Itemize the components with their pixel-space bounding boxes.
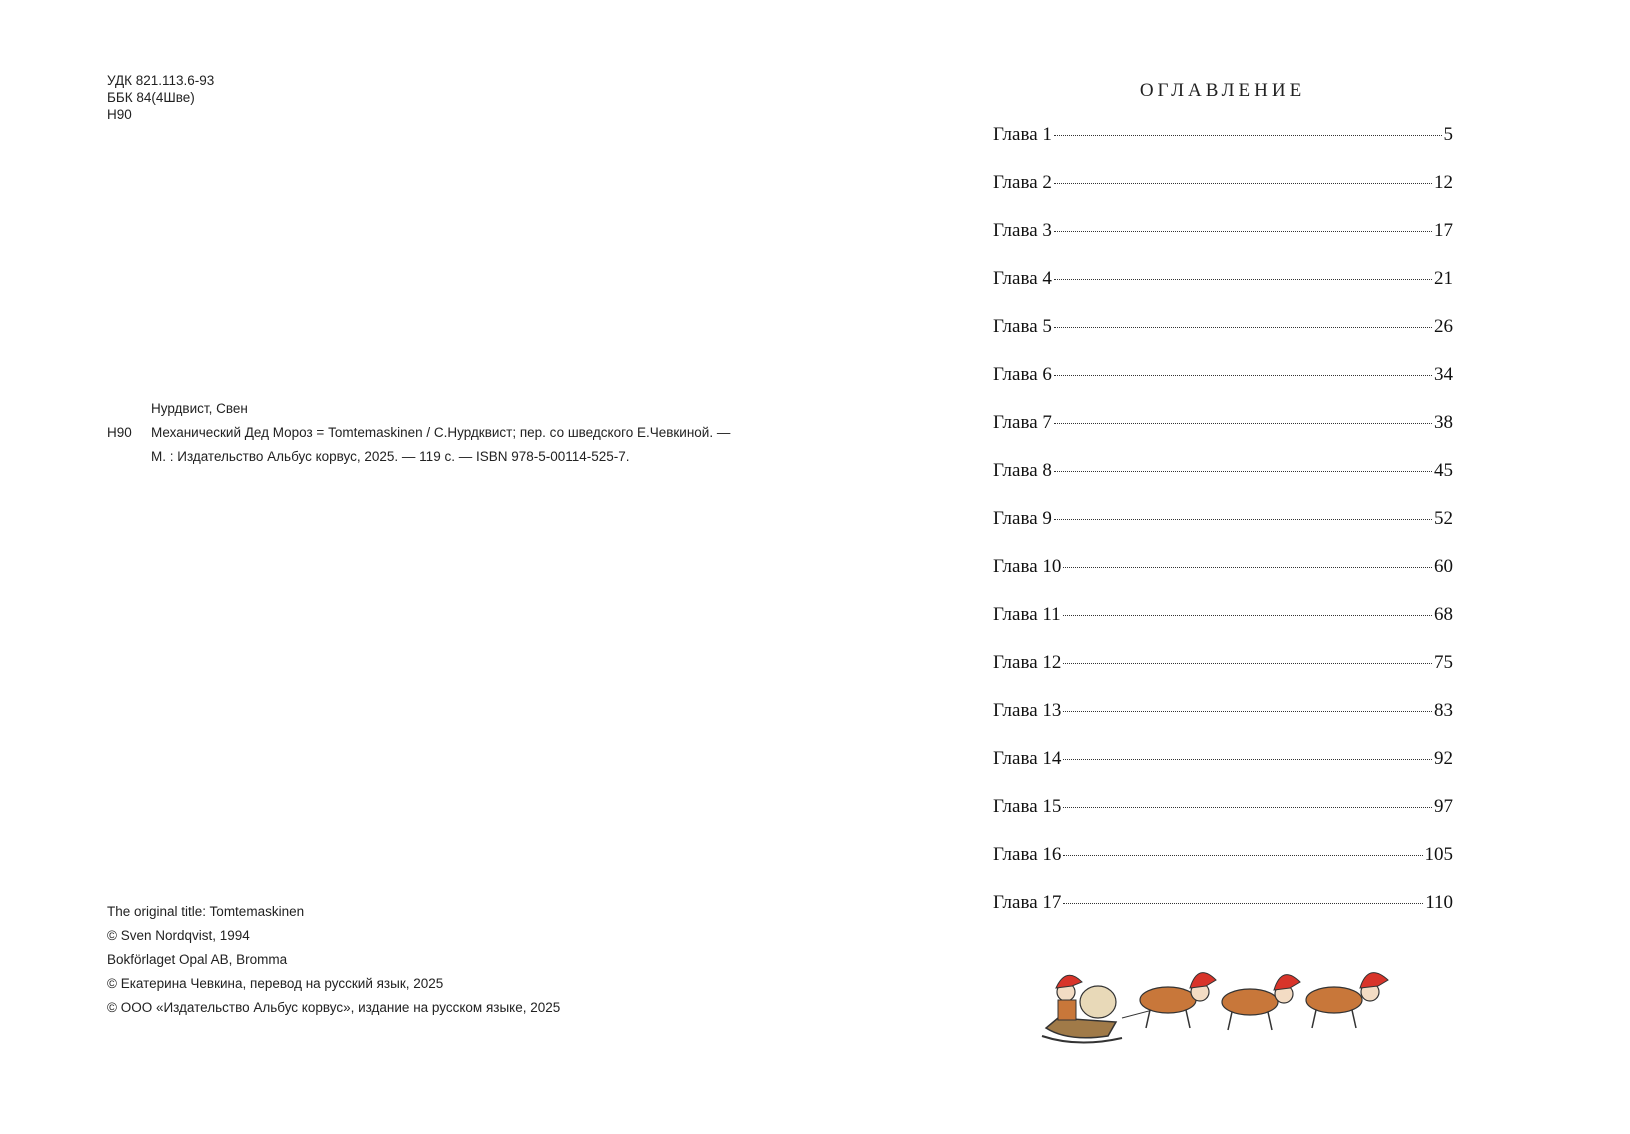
toc-entry [993,268,1453,316]
toc-entry [993,412,1453,460]
toc-entry [993,796,1453,844]
toc-leader-dots [1063,567,1432,568]
bibliographic-record [107,397,787,469]
table-of-contents [993,124,1453,940]
toc-leader-dots [1063,807,1432,808]
toc-entry [993,508,1453,556]
biblio-code: Н90 [107,425,132,440]
udc-code: УДК 821.113.6-93 [107,73,215,88]
toc-leader-dots [1054,471,1432,472]
toc-leader-dots [1063,855,1422,856]
toc-leader-dots [1063,903,1423,904]
toc-leader-dots [1054,423,1432,424]
toc-entry-page: 5 [1443,124,1453,145]
toc-entry-label: Глава 7 [993,412,1052,433]
toc-entry-label: Глава 11 [993,604,1061,625]
toc-title: ОГЛАВЛЕНИЕ [1139,80,1306,101]
biblio-title-line: Механический Дед Мороз = Tomtemaskinen / С.Нурдквист; пер. со шведского Е.Чевкиной. — [151,425,731,440]
toc-leader-dots [1063,759,1432,760]
author-copyright-line: © Sven Nordqvist, 1994 [107,928,250,943]
toc-leader-dots [1054,135,1442,136]
toc-leader-dots [1054,327,1432,328]
toc-leader-dots [1054,231,1432,232]
toc-entry-page: 34 [1434,364,1453,385]
toc-entry-label: Глава 15 [993,796,1062,817]
toc-entry-page: 60 [1434,556,1453,577]
biblio-author: Нурдвист, Свен [151,401,248,416]
toc-entry-page: 83 [1434,700,1453,721]
original-publisher-line: Bokförlaget Opal AB, Bromma [107,952,288,967]
toc-entry-label: Глава 12 [993,652,1062,673]
toc-entry [993,604,1453,652]
toc-entry [993,124,1453,172]
toc-entry-label: Глава 13 [993,700,1062,721]
toc-leader-dots [1063,663,1432,664]
translation-copyright-line: © Екатерина Чевкина, перевод на русский язык, 2025 [107,976,444,991]
toc-leader-dots [1054,519,1432,520]
toc-entry [993,700,1453,748]
toc-entry-page: 105 [1424,844,1453,865]
right-page [815,0,1630,1134]
toc-leader-dots [1054,375,1432,376]
toc-entry-label: Глава 2 [993,172,1052,193]
toc-entry [993,844,1453,892]
toc-entry-label: Глава 8 [993,460,1052,481]
toc-entry-page: 12 [1434,172,1453,193]
toc-entry [993,892,1453,940]
original-title-line: The original title: Tomtemaskinen [107,904,305,919]
toc-entry-page: 110 [1425,892,1453,913]
toc-entry [993,748,1453,796]
classification-codes [107,72,214,123]
toc-entry-label: Глава 3 [993,220,1052,241]
toc-entry-label: Глава 1 [993,124,1052,145]
toc-leader-dots [1063,615,1432,616]
toc-entry-page: 75 [1434,652,1453,673]
toc-leader-dots [1054,183,1432,184]
toc-entry-page: 21 [1434,268,1453,289]
toc-entry-page: 92 [1434,748,1453,769]
author-sign: Н90 [107,107,132,122]
toc-entry [993,316,1453,364]
toc-entry [993,172,1453,220]
biblio-imprint-line: М. : Издательство Альбус корвус, 2025. — 119 с. — ISBN 978-5-00114-525-7. [151,449,630,464]
toc-entry-page: 97 [1434,796,1453,817]
toc-entry [993,364,1453,412]
toc-entry [993,652,1453,700]
toc-entry-label: Глава 9 [993,508,1052,529]
toc-entry-label: Глава 14 [993,748,1062,769]
toc-leader-dots [1063,711,1432,712]
toc-entry-page: 52 [1434,508,1453,529]
toc-entry-label: Глава 17 [993,892,1062,913]
toc-entry-label: Глава 5 [993,316,1052,337]
toc-entry-page: 38 [1434,412,1453,433]
toc-entry-label: Глава 6 [993,364,1052,385]
toc-entry [993,460,1453,508]
edition-copyright-line: © ООО «Издательство Альбус корвус», издание на русском языке, 2025 [107,1000,561,1015]
toc-entry [993,556,1453,604]
bbk-code: ББК 84(4Шве) [107,90,195,105]
toc-entry-label: Глава 4 [993,268,1052,289]
toc-entry-label: Глава 10 [993,556,1062,577]
toc-leader-dots [1054,279,1432,280]
toc-entry [993,220,1453,268]
toc-entry-page: 17 [1434,220,1453,241]
toc-entry-page: 26 [1434,316,1453,337]
copyright-block [107,900,560,1020]
sleigh-with-cows-illustration-icon [1038,958,1418,1048]
biblio-title-row [107,421,787,445]
toc-entry-label: Глава 16 [993,844,1062,865]
toc-entry-page: 68 [1434,604,1453,625]
toc-entry-page: 45 [1434,460,1453,481]
